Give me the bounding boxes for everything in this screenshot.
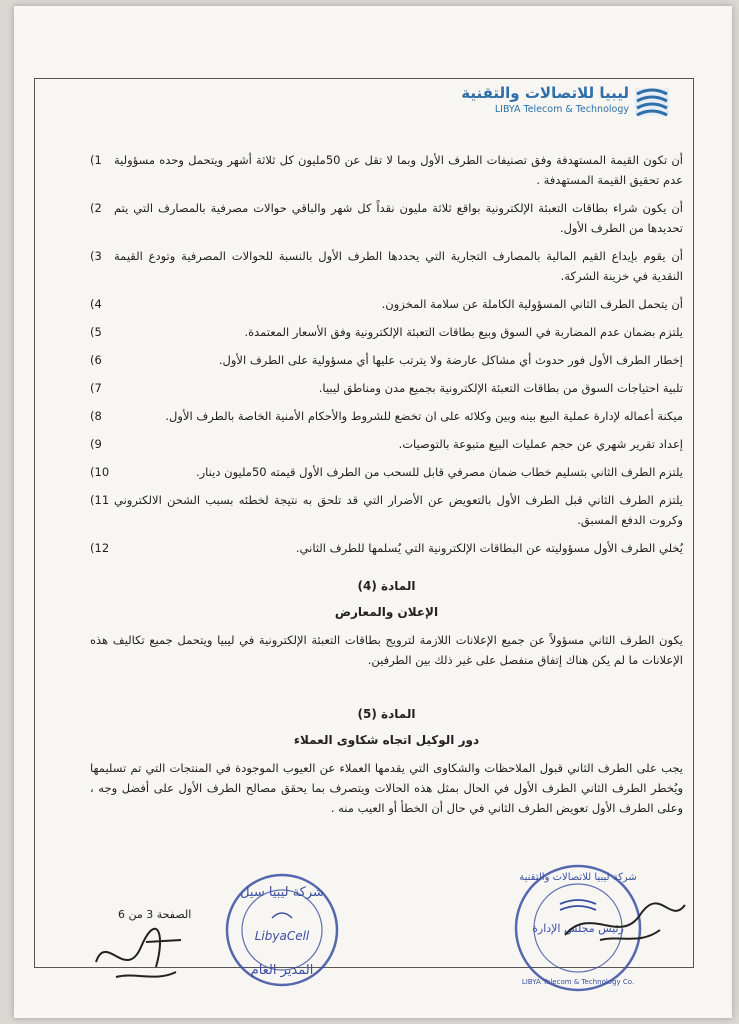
item-text: أن يتحمل الطرف الثاني المسؤولية الكاملة عن سلامة المخزون.: [381, 297, 683, 311]
item-number: 10): [90, 465, 110, 479]
item-text: يلتزم بضمان عدم المضاربة في السوق وبيع بطاقات التعبئة الإلكترونية وفق الأسعار المعتمدة.: [244, 325, 683, 339]
wifi-icon: [272, 913, 292, 918]
stamp-right-outer-text: شركة ليبيا للاتصالات والتقنية: [519, 872, 637, 883]
stamp-left-mid-text: LibyaCell: [254, 929, 310, 943]
item-number: 11): [90, 493, 110, 507]
logo-english: LIBYA Telecom & Technology: [494, 104, 629, 115]
item-text: تلبية احتياجات السوق من بطاقات التعبئة الإلكترونية بجميع مدن ومناطق ليبيا.: [318, 381, 683, 395]
list-item: [90, 462, 683, 482]
stamp-left-bottom-text: المدير العام: [250, 963, 314, 978]
page-number: الصفحة 3 من 6: [118, 908, 192, 921]
item-number: 12): [90, 541, 110, 555]
company-logo-text: [461, 84, 629, 115]
item-number: 2): [90, 201, 102, 215]
item-text: إخطار الطرف الأول فور حدوث أي مشاكل عارضة ولا يترتب عليها أي مسؤولية على الطرف الأول.: [218, 353, 683, 367]
signature-right: [560, 895, 690, 955]
list-item: [90, 294, 683, 314]
list-item: [90, 198, 683, 238]
item-number: 1): [90, 153, 102, 167]
article-4-text: يكون الطرف الثاني مسؤولاً عن جميع الإعلانات اللازمة لترويج بطاقات التعبئة الإلكترونية في ليبيا ويتحمل جميع تكاليف هذه الإعلانات ما لم يكن هناك إتفاق منفصل على غير ذلك بين الطرفين.: [90, 633, 683, 667]
stamp-right-bottom-text: LIBYA Telecom & Technology Co.: [521, 978, 635, 986]
item-number: 4): [90, 297, 102, 311]
list-item: [90, 350, 683, 370]
article-5-subheading: دور الوكيل اتجاه شكاوى العملاء: [293, 733, 480, 747]
item-number: 5): [90, 325, 102, 339]
item-text: أن يكون شراء بطاقات التعبئة الإلكترونية بواقع ثلاثة مليون نقداً كل شهر والباقي حوالات مصرفية بالمصارف التي يتم تحديدها من الطرف الأول.: [114, 201, 683, 235]
list-item: [90, 490, 683, 530]
item-number: 8): [90, 409, 102, 423]
article-4-subheading: الإعلان والمعارض: [334, 605, 439, 619]
signature-left: [86, 912, 196, 992]
item-text: يُخلي الطرف الأول مسؤوليته عن البطاقات الإلكترونية التي يُسلمها للطرف الثاني.: [295, 541, 683, 555]
article-5-heading: المادة (5): [357, 707, 416, 721]
list-item: [90, 246, 683, 286]
article-4-heading: المادة (4): [357, 579, 416, 593]
list-item: [90, 150, 683, 190]
list-item: [90, 378, 683, 398]
item-text: إعداد تقرير شهري عن حجم عمليات البيع متبوعة بالتوصيات.: [398, 437, 683, 451]
item-text: أن يقوم بإيداع القيم المالية بالمصارف التجارية التي يحددها الطرف الأول بالنسبة للحوالات المصرفية وتودع القيمة النقدية في خزينة الشركة.: [114, 249, 683, 283]
libyacell-stamp: [222, 870, 342, 990]
item-number: 6): [90, 353, 102, 367]
logo-arabic: ليبيا للاتصالات والتقنية: [461, 84, 629, 102]
item-number: 3): [90, 249, 102, 263]
stamp-left-top-text: شركة ليبيا سيل: [240, 885, 324, 900]
document-body: [90, 150, 683, 818]
obligations-list: [90, 150, 683, 558]
item-text: يلتزم الطرف الثاني بتسليم خطاب ضمان مصرفي قابل للسحب من الطرف الأول قيمته 50مليون دينار.: [195, 465, 683, 479]
list-item: [90, 322, 683, 342]
company-logo-icon: [633, 84, 671, 120]
item-number: 7): [90, 381, 102, 395]
list-item: [90, 434, 683, 454]
list-item: [90, 406, 683, 426]
stamp-right-mid-text: رئيس مجلس الإدارة: [532, 922, 624, 935]
item-number: 9): [90, 437, 102, 451]
item-text: ميكنة أعماله لإدارة عملية البيع بينه وبين وكلائه على ان تخضع للشروط والأحكام الأمنية الخاصة بالطرف الأول.: [165, 409, 683, 423]
list-item: [90, 538, 683, 558]
item-text: يلتزم الطرف الثاني قبل الطرف الأول بالتعويض عن الأضرار التي قد تلحق به نتيجة لخطئه بسبب الشحن الالكتروني وكروت الدفع المسبق.: [114, 493, 683, 527]
article-5-text: يجب على الطرف الثاني قبول الملاحظات والشكاوى التي يقدمها العملاء عن العيوب الموجودة في المنتجات التي تم تسليمها ويُخطر الطرف الثاني الطرف الأول في الحال بمثل هذه الحالات ويتصرف بما يحقق مصالح الطرف الأول على أفضل وجه ، وعلى الطرف الأول تعويض الطرف الثاني في حال أن الخطأ أو العيب منه .: [90, 761, 683, 815]
item-text: أن تكون القيمة المستهدفة وفق تصنيفات الطرف الأول وبما لا تقل عن 50مليون كل ثلاثة أشهر ويتحمل وحده مسؤولية عدم تحقيق القيمة المستهدفة .: [114, 153, 683, 187]
